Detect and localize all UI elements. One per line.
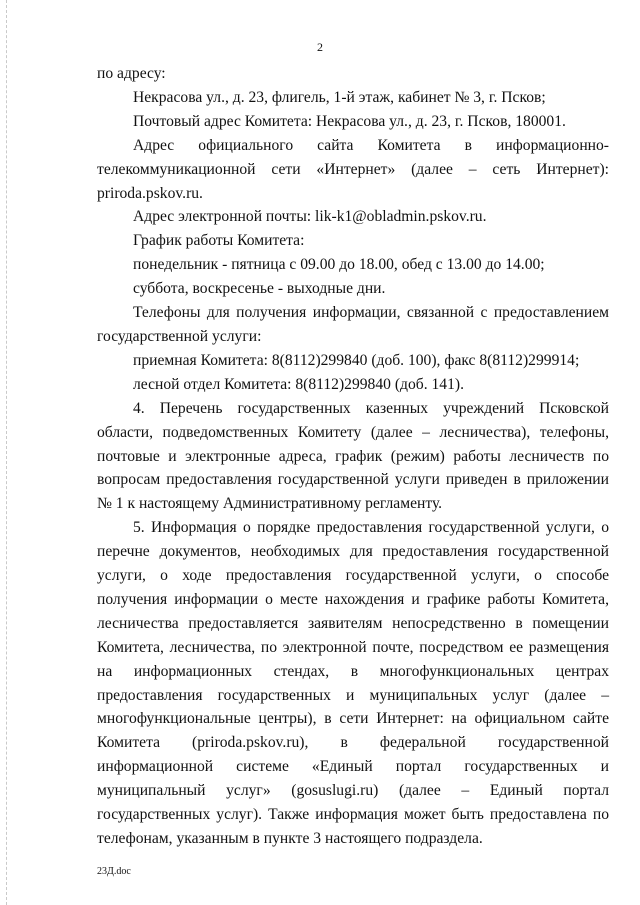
paragraph: Почтовый адрес Комитета: Некрасова ул., д. 23, г. Псков, 180001. [133, 112, 566, 130]
paragraph: 5. Информация о порядке предоставления государственной услуги, о перечне документов, необходимых для предоставления государственной услуги, о ходе предоставления государственной услуги, о способе получения информации о месте нахождения и графике работы Комитета, лесничества предоставляется заявителям непосредственно в помещении Комитета, лесничества, по электронной почте, посредством ее размещения на информационных стендах, в многофункциональных центрах предоставления государственных и муниципальных услуг (далее – многофункциональные центры), в сети Интернет: на официальном сайте Комитета (priroda.pskov.ru), в федеральной государственной информационной системе «Единый портал государственных и муниципальный услуг» (gosuslugi.ru) (далее – Единый портал государственных услуг). Также информация может быть предоставлена по телефонам, указанным в пункте 3 настоящего подраздела. [97, 519, 609, 847]
footer-filename: 23Д.doc [97, 866, 131, 877]
paragraph: приемная Комитета: 8(8112)299840 (доб. 100), факс 8(8112)299914; [133, 351, 580, 369]
scan-edge-line [6, 0, 7, 905]
paragraph: по адресу: [97, 65, 166, 82]
paragraph: Адрес официального сайта Комитета в информационно-телекоммуникационной сети «Интернет» (далее – сеть Интернет): priroda.pskov.ru. [97, 136, 609, 202]
paragraph: Адрес электронной почты: lik-k1@obladmin.pskov.ru. [133, 208, 487, 226]
paragraph: Телефоны для получения информации, связанной с предоставлением государственной услуги: [97, 304, 609, 345]
paragraph: Некрасова ул., д. 23, флигель, 1-й этаж, кабинет № 3, г. Псков; [133, 88, 546, 106]
paragraph: понедельник - пятница с 09.00 до 18.00, обед с 13.00 до 14.00; [133, 256, 545, 274]
document-body [97, 62, 609, 851]
paragraph: 4. Перечень государственных казенных учреждений Псковской области, подведомственных Комитету (далее – лесничества), телефоны, почтовые и электронные адреса, график (режим) работы лесничеств по вопросам предоставления государственной услуги приведен в приложении № 1 к настоящему Административному регламенту. [97, 399, 609, 513]
paragraph: лесной отдел Комитета: 8(8112)299840 (доб. 141). [133, 375, 464, 393]
paragraph: График работы Комитета: [133, 232, 305, 250]
page-number: 2 [317, 40, 323, 54]
paragraph: суббота, воскресенье - выходные дни. [133, 280, 386, 298]
